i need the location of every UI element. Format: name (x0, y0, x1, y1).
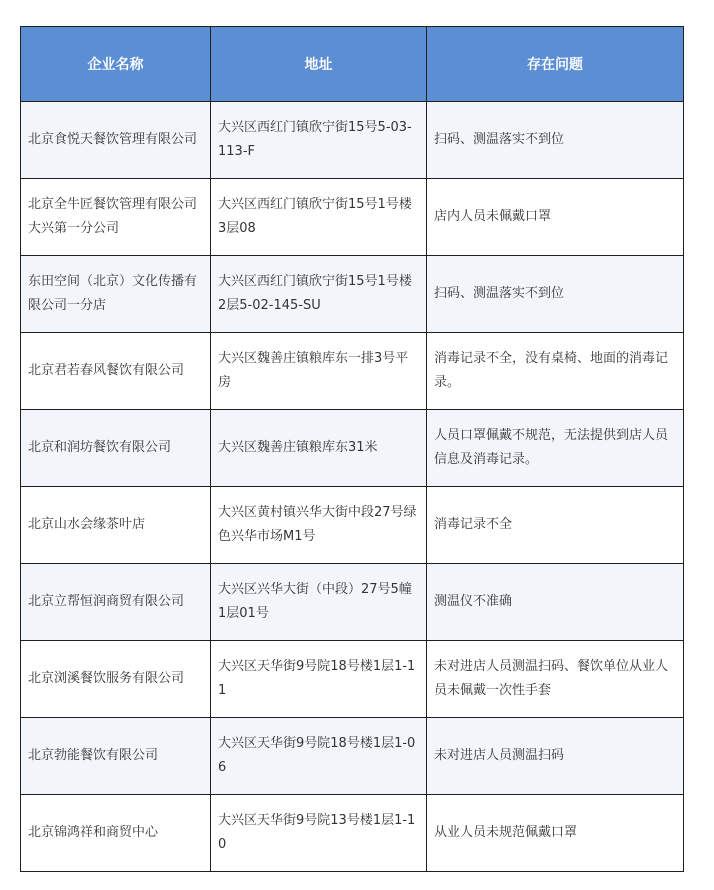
company-name-cell: 北京山水会缘茶叶店 (21, 487, 211, 564)
header-address: 地址 (211, 27, 427, 102)
issue-cell: 消毒记录不全，没有桌椅、地面的消毒记录。 (427, 333, 684, 410)
table-row (21, 256, 684, 333)
table-row (21, 333, 684, 410)
table-row (21, 564, 684, 641)
address-cell: 大兴区天华街9号院18号楼1层1-11 (211, 641, 427, 718)
issue-cell: 测温仪不准确 (427, 564, 684, 641)
company-name-cell: 北京全牛匠餐饮管理有限公司大兴第一分公司 (21, 179, 211, 256)
table-row (21, 718, 684, 795)
issue-cell: 店内人员未佩戴口罩 (427, 179, 684, 256)
company-name-cell: 北京立帮恒润商贸有限公司 (21, 564, 211, 641)
address-cell: 大兴区天华街9号院13号楼1层1-10 (211, 795, 427, 872)
header-issues: 存在问题 (427, 27, 684, 102)
table-row (21, 179, 684, 256)
issue-cell: 未对进店人员测温扫码 (427, 718, 684, 795)
issue-cell: 从业人员未规范佩戴口罩 (427, 795, 684, 872)
company-name-cell: 东田空间（北京）文化传播有限公司一分店 (21, 256, 211, 333)
address-cell: 大兴区兴华大街（中段）27号5幢1层01号 (211, 564, 427, 641)
issue-cell: 消毒记录不全 (427, 487, 684, 564)
address-cell: 大兴区西红门镇欣宁街15号1号楼3层08 (211, 179, 427, 256)
issue-cell: 未对进店人员测温扫码、餐饮单位从业人员未佩戴一次性手套 (427, 641, 684, 718)
inspection-table (20, 26, 684, 872)
issue-cell: 人员口罩佩戴不规范，无法提供到店人员信息及消毒记录。 (427, 410, 684, 487)
address-cell: 大兴区西红门镇欣宁街15号5-03-113-F (211, 102, 427, 179)
address-cell: 大兴区黄村镇兴华大街中段27号绿色兴华市场M1号 (211, 487, 427, 564)
issue-cell: 扫码、测温落实不到位 (427, 256, 684, 333)
company-name-cell: 北京君若春风餐饮有限公司 (21, 333, 211, 410)
table-row (21, 410, 684, 487)
table-row (21, 795, 684, 872)
address-cell: 大兴区天华街9号院18号楼1层1-06 (211, 718, 427, 795)
table-row (21, 641, 684, 718)
company-name-cell: 北京勃能餐饮有限公司 (21, 718, 211, 795)
header-company-name: 企业名称 (21, 27, 211, 102)
company-name-cell: 北京和润坊餐饮有限公司 (21, 410, 211, 487)
address-cell: 大兴区西红门镇欣宁街15号1号楼2层5-02-145-SU (211, 256, 427, 333)
company-name-cell: 北京锦鸿祥和商贸中心 (21, 795, 211, 872)
table-row (21, 487, 684, 564)
table-row (21, 102, 684, 179)
header-row (21, 27, 684, 102)
company-name-cell: 北京浏溪餐饮服务有限公司 (21, 641, 211, 718)
company-name-cell: 北京食悦天餐饮管理有限公司 (21, 102, 211, 179)
address-cell: 大兴区魏善庄镇粮库东一排3号平房 (211, 333, 427, 410)
issue-cell: 扫码、测温落实不到位 (427, 102, 684, 179)
address-cell: 大兴区魏善庄镇粮库东31米 (211, 410, 427, 487)
